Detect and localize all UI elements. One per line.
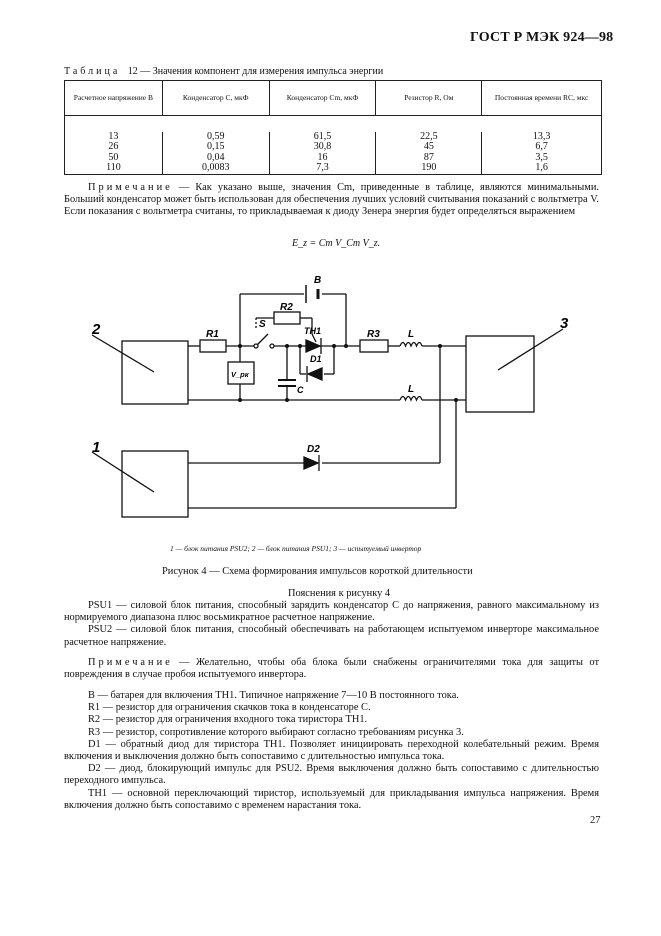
note-2-prefix: Примечание	[88, 657, 173, 668]
block-label-3: 3	[560, 315, 569, 332]
table-cell: 13	[65, 132, 163, 143]
table-cell: 13,3	[482, 132, 602, 143]
explanations-title: Пояснения к рисунку 4	[288, 588, 391, 599]
battery-b	[306, 285, 318, 303]
label-r3: R3	[367, 329, 380, 340]
table-caption-prefix: Таблица	[64, 66, 121, 77]
psu1-block	[122, 341, 188, 404]
junction-dot	[285, 398, 289, 402]
inductor-l-top	[400, 343, 422, 347]
label-voltmeter: V_рк	[231, 370, 249, 379]
label-r1: R1	[206, 329, 219, 340]
junction-dot	[332, 344, 336, 348]
label-th1: TH1	[304, 326, 322, 336]
table-cell: 0,04	[162, 153, 269, 164]
page-number: 27	[590, 815, 601, 826]
junction-dot	[238, 398, 242, 402]
junction-dot	[298, 344, 302, 348]
table-cell: 45	[376, 142, 482, 153]
label-switch: S	[259, 319, 266, 330]
psu2-block	[122, 451, 188, 517]
junction-dot	[238, 344, 242, 348]
energy-formula: E_z = Cm V_Cm V_z.	[292, 238, 381, 249]
label-l-top: L	[408, 329, 415, 340]
junction-dot	[285, 344, 289, 348]
thyristor-th1	[306, 334, 321, 354]
note-1-prefix: Примечание	[88, 182, 173, 193]
list-item: R1 — резистор для ограничения скачков тока в конденсаторе C.	[88, 702, 371, 714]
diode-d1	[307, 366, 322, 382]
note-1-text: — Как указано выше, значения Cm, приведенные в таблице, являются минимальными. Больший конденсатор может быть использован для обеспечения лучших условий считывания показаний с вольтметра V. Если показания с вольтметра считаны, то прикладываемая к диоду Зенера энергия будет определяться выражением	[64, 182, 599, 218]
table-cell: 30,8	[269, 142, 376, 153]
leader-line	[498, 329, 563, 370]
table-cell: 87	[376, 153, 482, 164]
list-item: D1 — обратный диод для тиристора TH1. Позволяет инициировать переходной колебательный режим. Время включения и выключения должно быть сопоставимо с длительностью импульса тока.	[64, 738, 599, 763]
junction-dot	[454, 398, 458, 402]
table-header-cell: Постоянная времени RC, мкс	[482, 81, 602, 116]
document-header: ГОСТ Р МЭК 924—98	[470, 30, 614, 45]
table-cell: 61,5	[269, 132, 376, 143]
table-header-cell: Резистор R, Ом	[376, 81, 482, 116]
table-cell: 0,15	[162, 142, 269, 153]
block-label-1: 1	[92, 439, 101, 456]
table-cell: 50	[65, 153, 163, 164]
note-2	[64, 657, 599, 681]
figure-caption: Рисунок 4 — Схема формирования импульсов короткой длительности	[162, 566, 473, 577]
list-item: TH1 — основной переключающий тиристор, используемый для прикладывания импульса напряжения. Время включения должно быть сопоставимо с временем нарастания тока.	[64, 787, 599, 811]
table-cell: 7,3	[269, 163, 376, 174]
resistor-r2	[274, 312, 300, 324]
label-d2: D2	[307, 444, 320, 455]
table-header-cell: Конденсатор Cm, мкФ	[269, 81, 376, 116]
table-cell: 6,7	[482, 142, 602, 153]
note-2-text: — Желательно, чтобы оба блока были снабжены ограничителями тока для защиты от повреждения в случае пробоя испытуемого инвертора.	[64, 657, 599, 681]
label-r2: R2	[280, 302, 293, 313]
table-cell: 16	[269, 153, 376, 164]
inverter-block	[466, 336, 534, 412]
list-item: D2 — диод, блокирующий импульс для PSU2. Время выключения должно быть сопоставимо с длительностью переходного импульса.	[64, 763, 599, 787]
table-cell: 190	[376, 163, 482, 174]
table-cell: 0,0083	[162, 163, 269, 174]
explanations-list	[64, 600, 599, 649]
inductor-l-bottom	[400, 397, 422, 401]
label-d1: D1	[310, 354, 322, 364]
label-capacitor: C	[297, 385, 304, 395]
label-battery: B	[314, 275, 322, 286]
junction-dot	[438, 344, 442, 348]
table-cell: 1,6	[482, 163, 602, 174]
list-item: B — батарея для включения TH1. Типичное напряжение 7—10 В постоянного тока.	[88, 690, 459, 701]
block-label-2: 2	[92, 321, 101, 338]
list-item: R2 — резистор для ограничения входного тока тиристора TH1.	[88, 714, 368, 726]
table-cell: 26	[65, 142, 163, 153]
label-l-bottom: L	[408, 384, 415, 395]
explanation-psu1: PSU1 — силовой блок питания, способный зарядить конденсатор C до напряжения, равного максимальному из нормируемого диапазона плюс восьмикратное расчетное напряжение.	[64, 600, 599, 624]
resistor-r1	[200, 340, 226, 352]
table-cell: 3,5	[482, 153, 602, 164]
list-item: R3 — резистор, сопротивление которого выбирают согласно требованиям рисунка 3.	[88, 726, 464, 738]
junction-dot	[344, 344, 348, 348]
leader-line	[92, 452, 154, 492]
resistor-r3	[360, 340, 388, 352]
diode-d2	[304, 455, 319, 471]
table-header-cell: Конденсатор C, мкФ	[162, 81, 269, 116]
table-cell: 22,5	[376, 132, 482, 143]
figure-legend: 1 — блок питания PSU2; 2 — блок питания PSU1; 3 — испытуемый инвертор	[170, 544, 422, 553]
explanation-psu2: PSU2 — силовой блок питания, способный обеспечивать на работающем испытуемом инверторе максимальное расчетное напряжение.	[64, 624, 599, 648]
table-cell: 0,59	[162, 132, 269, 143]
table-cell: 110	[65, 163, 163, 174]
table-header-cell: Расчетное напряжение В	[65, 81, 163, 116]
component-descriptions	[64, 690, 599, 812]
table-caption-text: 12 — Значения компонент для измерения импульса энергии	[127, 66, 384, 77]
